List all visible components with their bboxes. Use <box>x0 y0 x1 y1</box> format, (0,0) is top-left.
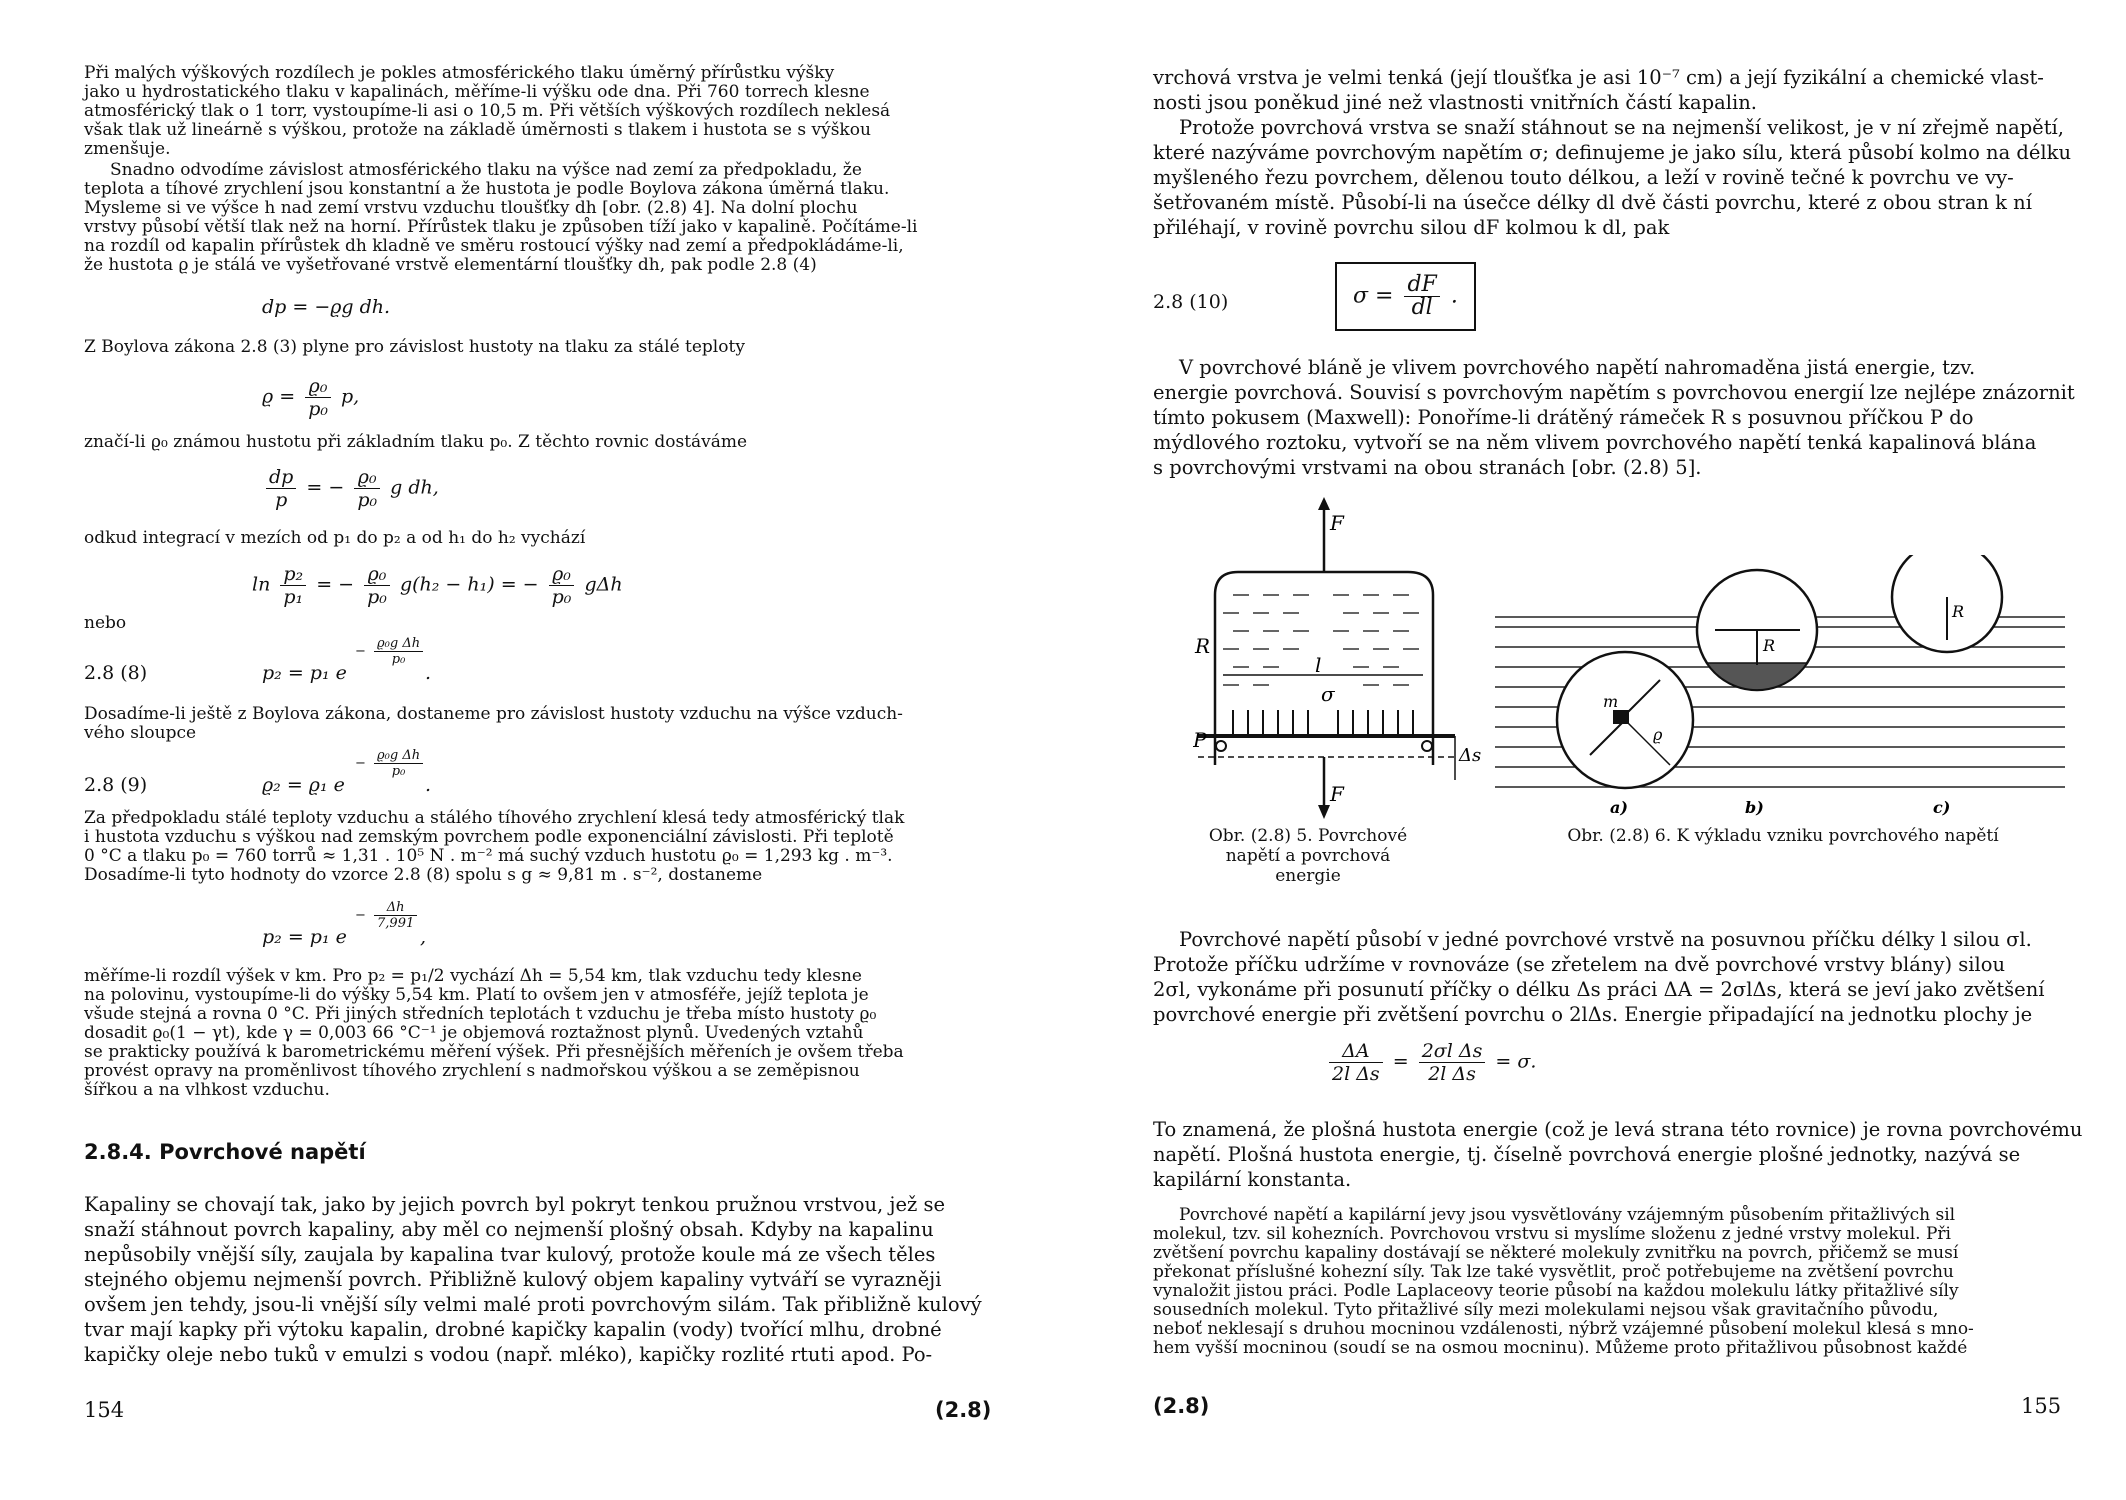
numerator: dp <box>266 466 296 489</box>
text-line: 2σl, vykonáme při posunutí příčky o délku Δs práci ΔA = 2σlΔs, která se jeví jako zvětšení <box>1153 978 2045 1001</box>
equation-ln <box>252 563 623 608</box>
text-line: myšleného řezu povrchem, dělenou touto délkou, a leží v rovině tečné k povrchu ve vy- <box>1153 166 2014 189</box>
chapter-marker: (2.8) <box>1153 1394 1210 1418</box>
eq-part: g dh, <box>390 476 439 499</box>
text-line: Dosadíme-li ještě z Boylova zákona, dostaneme pro závislost hustoty vzduchu na výšce vzduch- <box>84 704 903 724</box>
text-line: To znamená, že plošná hustota energie (což je levá strana této rovnice) je rovna povrchovému <box>1153 1118 2083 1141</box>
fraction <box>305 375 331 420</box>
text-line: překonat příslušné kohezní síly. Tak lze také vysvětlit, proč potřebujeme na zvětšení povrchu <box>1153 1262 1954 1282</box>
chapter-marker: (2.8) <box>935 1398 992 1422</box>
equation-energy-density <box>1325 1040 1536 1085</box>
figure-5-caption <box>1183 826 1433 886</box>
text-line: V povrchové bláně je vlivem povrchového napětí nahromaděna jistá energie, tzv. <box>1179 356 1976 379</box>
text-line: Za předpokladu stálé teploty vzduchu a stálého tíhového zrychlení klesá tedy atmosférický tlak <box>84 808 905 828</box>
text-line: zvětšení povrchu kapaliny dostávají se některé molekuly zvnitřku na povrch, přičemž se musí <box>1153 1243 1959 1263</box>
numerator: p₂ <box>280 563 306 586</box>
caption-line: energie <box>1275 866 1341 886</box>
fraction <box>266 466 296 511</box>
eq-part: ϱ₂ = ϱ₁ e <box>262 774 345 796</box>
equation-rho <box>262 375 359 420</box>
text-line: nepůsobily vnější síly, zaujala by kapalina tvar kulový, protože koule má ze všech těles <box>84 1243 936 1266</box>
denominator: p₀ <box>308 398 328 420</box>
numerator: ϱ₀g Δh <box>374 636 423 652</box>
text-line: dosadit ϱ₀(1 − γt), kde γ = 0,003 66 °C⁻¹ je objemová roztažnost plynů. Uvedených vztahů <box>84 1023 864 1043</box>
text-line: Mysleme si ve výšce h nad zemí vrstvu vzduchu tloušťky dh [obr. (2.8) 4]. Na dolní plochu <box>84 198 858 218</box>
unbalanced-region <box>1707 663 1807 690</box>
denominator: p₀ <box>551 586 572 608</box>
figure-6-caption: Obr. (2.8) 6. K výkladu vzniku povrchového napětí <box>1567 826 1999 846</box>
fraction <box>549 563 575 608</box>
label-m: m <box>1603 692 1619 711</box>
label-ds: Δs <box>1459 745 1482 766</box>
text-line: molekul, tzv. sil kohezních. Povrchovou vrstvu si myslíme složenu z jedné vrstvy molekul. Při <box>1153 1224 1951 1244</box>
label-a: a) <box>1610 798 1628 817</box>
eq-part: ϱ = <box>262 385 296 408</box>
label-P: P <box>1193 728 1207 752</box>
label-rho: ϱ <box>1653 725 1663 744</box>
arrow-head <box>1318 805 1330 819</box>
text-line: atmosférický tlak o 1 torr, vystoupíme-li asi o 10,5 m. Při větších výškových rozdílech neklesá <box>84 101 891 121</box>
denominator: p <box>275 489 288 511</box>
text-line: napětí. Plošná hustota energie, tj. číselně povrchová energie plošné jednotky, nazývá se <box>1153 1143 2021 1166</box>
text-line: přiléhají, v rovině povrchu silou dF kolmou k dl, pak <box>1153 216 1670 239</box>
bar-end <box>1216 741 1226 751</box>
denominator: 7,991 <box>377 916 415 931</box>
eq-part: p₂ = p₁ e <box>262 926 347 948</box>
arrow-head <box>1318 497 1330 510</box>
fraction <box>354 466 380 511</box>
label-F-top: F <box>1330 511 1344 535</box>
eq-part: gΔh <box>584 573 623 596</box>
text-line: vrchová vrstva je velmi tenká (její tloušťka je asi 10⁻⁷ cm) a její fyzikální a chemické vlast- <box>1153 66 2044 89</box>
text-line: všude stejná a rovna 0 °C. Při jiných středních teplotách t vzduchu je třeba místo hustoty ϱ₀ <box>84 1004 877 1024</box>
numerator: Δh <box>374 900 417 916</box>
label-R2: R <box>1952 602 1965 621</box>
eq-end: . <box>425 774 432 796</box>
text-line: nosti jsou poněkud jiné než vlastnosti vnitřních částí kapalin. <box>1153 91 1758 114</box>
denominator: p₀ <box>367 586 387 608</box>
numerator: ϱ₀ <box>364 563 390 586</box>
equation-numeric <box>262 926 347 948</box>
equation-number: 2.8 (8) <box>84 662 148 684</box>
fraction <box>280 563 306 608</box>
text-line: tvar mají kapky při výtoku kapalin, drobné kapičky kapalin (vody) tvořící mlhu, drobné <box>84 1318 942 1341</box>
text-line: sousedních molekul. Tyto přitažlivé síly mezi molekulami nejsou však gravitačního původu, <box>1153 1300 1939 1320</box>
text-line: Kapaliny se chovají tak, jako by jejich povrch byl pokryt tenkou pružnou vrstvou, jež se <box>84 1193 946 1216</box>
text-line: které nazýváme povrchovým napětím σ; definujeme je jako sílu, která působí kolmo na délku <box>1153 141 2072 164</box>
text-line: Protože příčku udržíme v rovnováze (se zřetelem na dvě povrchové vrstvy blány) silou <box>1153 953 2006 976</box>
caption-line: napětí a povrchová <box>1225 846 1391 866</box>
text-line: kapilární konstanta. <box>1153 1168 1352 1191</box>
fraction <box>374 748 423 779</box>
numerator: 2σl Δs <box>1419 1040 1486 1063</box>
eq-part: g(h₂ − h₁) = − <box>399 573 539 596</box>
numerator: ϱ₀ <box>549 563 575 586</box>
eq-end: , <box>420 926 427 948</box>
text-line: neboť neklesají s druhou mocninou vzdálenosti, nýbrž vzájemné působení molekul klesá s mno- <box>1153 1319 1974 1339</box>
eq-part: = − <box>316 573 355 596</box>
fraction <box>1329 1040 1383 1085</box>
denominator: p₀ <box>391 764 406 779</box>
text-line: se prakticky používá k barometrickému měření výšek. Při přesnějších měřeních je ovšem třeba <box>84 1042 904 1062</box>
equation-number: 2.8 (10) <box>1153 291 1229 313</box>
eq-part: p, <box>341 385 360 408</box>
page-number: 155 <box>2021 1394 2062 1418</box>
text-line: teplota a tíhové zrychlení jsou konstantní a že hustota je podle Boylova zákona úměrná tlaku. <box>84 179 890 199</box>
boxed-equation <box>1335 262 1476 331</box>
eq-part: = σ. <box>1495 1050 1537 1073</box>
figure-6-molecular-forces-diagram <box>1495 555 2075 820</box>
equation-number: 2.8 (9) <box>84 774 148 796</box>
equation-dp: dp = −ϱg dh. <box>262 296 391 318</box>
exponent: − $\frac{\text{ϱ₀g Δh}}{\text{p₀}}$ <box>355 748 427 779</box>
text-line: mýdlového roztoku, vytvoří se na něm vlivem povrchového napětí tenká kapalinová blána <box>1153 431 2037 454</box>
text-line: snaží stáhnout povrch kapaliny, aby měl co nejmenší plošný obsah. Kdyby na kapalinu <box>84 1218 934 1241</box>
denominator: dl <box>1411 295 1433 320</box>
text-line: Protože povrchová vrstva se snaží stáhnout se na nejmenší velikost, je v ní zřejmě napětí, <box>1179 116 2064 139</box>
text-line: i hustota vzduchu s výškou nad zemským povrchem podle exponenciální závislosti. Při teplotě <box>84 827 894 847</box>
eq-part: = − <box>306 476 345 499</box>
eq-part: . <box>1450 283 1458 309</box>
text-line: Povrchové napětí působí v jedné povrchové vrstvě na posuvnou příčku délky l silou σl. <box>1179 928 2032 951</box>
numerator: ΔA <box>1329 1040 1383 1063</box>
right-page <box>1063 0 2126 1500</box>
equation-dp-over-p <box>262 466 439 511</box>
denominator: p₁ <box>283 586 304 608</box>
fraction <box>1404 274 1439 319</box>
numerator: ϱ₀ <box>354 466 380 489</box>
bar-end <box>1422 741 1432 751</box>
text-line: s povrchovými vrstvami na obou stranách [obr. (2.8) 5]. <box>1153 456 1702 479</box>
page-number: 154 <box>84 1398 125 1422</box>
label-R1: R <box>1763 636 1776 655</box>
text-line: jako u hydrostatického tlaku v kapalinách, měříme-li výšku ode dna. Při 760 torrech klesne <box>84 82 870 102</box>
text-line: vynaložit jistou práci. Podle Laplaceovy teorie působí na každou molekulu látky přitažlivé síly <box>1153 1281 1959 1301</box>
eq-part: p₂ = p₁ e <box>262 662 347 684</box>
exponent: − $\frac{\Delta h}{7,991}$ <box>355 900 421 931</box>
text-line: tímto pokusem (Maxwell): Ponoříme-li drátěný rámeček R s posuvnou příčkou P do <box>1153 406 1974 429</box>
text-line: energie povrchová. Souvisí s povrchovým napětím s povrchovou energií lze nejlépe znázornit <box>1153 381 2075 404</box>
text-line: měříme-li rozdíl výšek v km. Pro p₂ = p₁/2 vychází Δh = 5,54 km, tlak vzduchu tedy klesne <box>84 966 862 986</box>
denominator: 2l Δs <box>1428 1063 1476 1085</box>
text-line: Z Boylova zákona 2.8 (3) plyne pro závislost hustoty na tlaku za stálé teploty <box>84 337 745 357</box>
label-sigma: σ <box>1321 682 1335 706</box>
text-line: však tlak už lineárně s výškou, protože na základě úměrnosti s tlakem i hustota se s výškou <box>84 120 871 140</box>
text-line: povrchové energie při zvětšení povrchu o 2lΔs. Energie připadající na jednotku plochy je <box>1153 1003 2033 1026</box>
label-b: b) <box>1745 798 1764 817</box>
numerator: ϱ₀ <box>305 375 331 398</box>
text-line: Dosadíme-li tyto hodnoty do vzorce 2.8 (8) spolu s g ≈ 9,81 m . s⁻², dostaneme <box>84 865 763 885</box>
text-line: že hustota ϱ je stálá ve vyšetřované vrstvě elementární tloušťky dh, pak podle 2.8 (4) <box>84 255 817 275</box>
text-line: zmenšuje. <box>84 139 171 159</box>
eq-part: σ = <box>1353 283 1394 309</box>
tension-arrows <box>1233 710 1413 735</box>
denominator: 2l Δs <box>1332 1063 1380 1085</box>
eq-end: . <box>425 662 432 684</box>
text-line: 0 °C a tlaku p₀ = 760 torrů ≈ 1,31 . 10⁵ N . m⁻² má suchý vzduch hustotu ϱ₀ = 1,293 kg . m⁻³. <box>84 846 893 866</box>
fraction <box>364 563 390 608</box>
text-line: značí-li ϱ₀ známou hustotu při základním tlaku p₀. Z těchto rovnic dostáváme <box>84 432 748 452</box>
denominator: p₀ <box>391 652 406 667</box>
exponent: − $\frac{\text{ϱ₀g Δh}}{\text{p₀}}$ <box>355 636 427 667</box>
fraction <box>1419 1040 1486 1085</box>
numerator: ϱ₀g Δh <box>374 748 423 764</box>
equation-8 <box>262 662 347 684</box>
text-line: ovšem jen tehdy, jsou-li vnější síly velmi malé proti povrchovým silám. Tak přibližně kulový <box>84 1293 982 1316</box>
denominator: p₀ <box>357 489 378 511</box>
text-line: Při malých výškových rozdílech je pokles atmosférického tlaku úměrný přírůstku výšky <box>84 63 835 83</box>
section-heading: 2.8.4. Povrchové napětí <box>84 1140 366 1164</box>
numerator: dF <box>1404 274 1439 297</box>
text-line: odkud integrací v mezích od p₁ do p₂ a od h₁ do h₂ vychází <box>84 528 586 548</box>
text-line: na polovinu, vystoupíme-li do výšky 5,54 km. Platí to ovšem jen v atmosféře, jejíž teplota je <box>84 985 869 1005</box>
text-line: vrstvy působí větší tlak než na horní. Přírůstek tlaku je způsoben tíží jako v kapalině. Počítáme-li <box>84 217 918 237</box>
fraction <box>374 636 423 667</box>
text-line: Snadno odvodíme závislost atmosférického tlaku na výšce nad zemí za předpokladu, že <box>110 160 862 180</box>
label-F-bottom: F <box>1330 782 1344 806</box>
text-line: provést opravy na proměnlivost tíhového zrychlení s nadmořskou výškou a se zeměpisnou <box>84 1061 860 1081</box>
text-line: vého sloupce <box>84 723 197 743</box>
fraction <box>374 900 417 931</box>
label-l: l <box>1315 653 1322 677</box>
figure-5-frame-diagram <box>1193 495 1493 825</box>
label-R: R <box>1195 634 1211 658</box>
text-line: hem vyšší mocninou (soudí se na osmou mocninu). Můžeme proto přitažlivou působnost každé <box>1153 1338 1968 1358</box>
caption-line: Obr. (2.8) 5. Povrchové <box>1208 826 1408 846</box>
eq-part: ln <box>252 573 271 596</box>
text-line: šířkou a na vlhkost vzduchu. <box>84 1080 330 1100</box>
eq-part: = <box>1392 1050 1409 1073</box>
text-line: stejného objemu nejmenší povrch. Přibližně kulový objem kapaliny vytváří se vyrazněji <box>84 1268 942 1291</box>
text-line: nebo <box>84 613 127 633</box>
text-line: kapičky oleje nebo tuků v emulzi s vodou (např. mléko), kapičky rozlité rtuti apod. Po- <box>84 1343 933 1366</box>
text-line: Povrchové napětí a kapilární jevy jsou vysvětlovány vzájemným působením přitažlivých sil <box>1179 1205 1956 1225</box>
label-c: c) <box>1933 798 1951 817</box>
text-line: šetřovaném místě. Působí-li na úsečce délky dl dvě části povrchu, které z obou stran k ní <box>1153 191 2032 214</box>
equation-9 <box>262 774 345 796</box>
text-line: na rozdíl od kapalin přírůstek dh kladně ve směru rostoucí výšky nad zemí a předpokládáme-li, <box>84 236 904 256</box>
